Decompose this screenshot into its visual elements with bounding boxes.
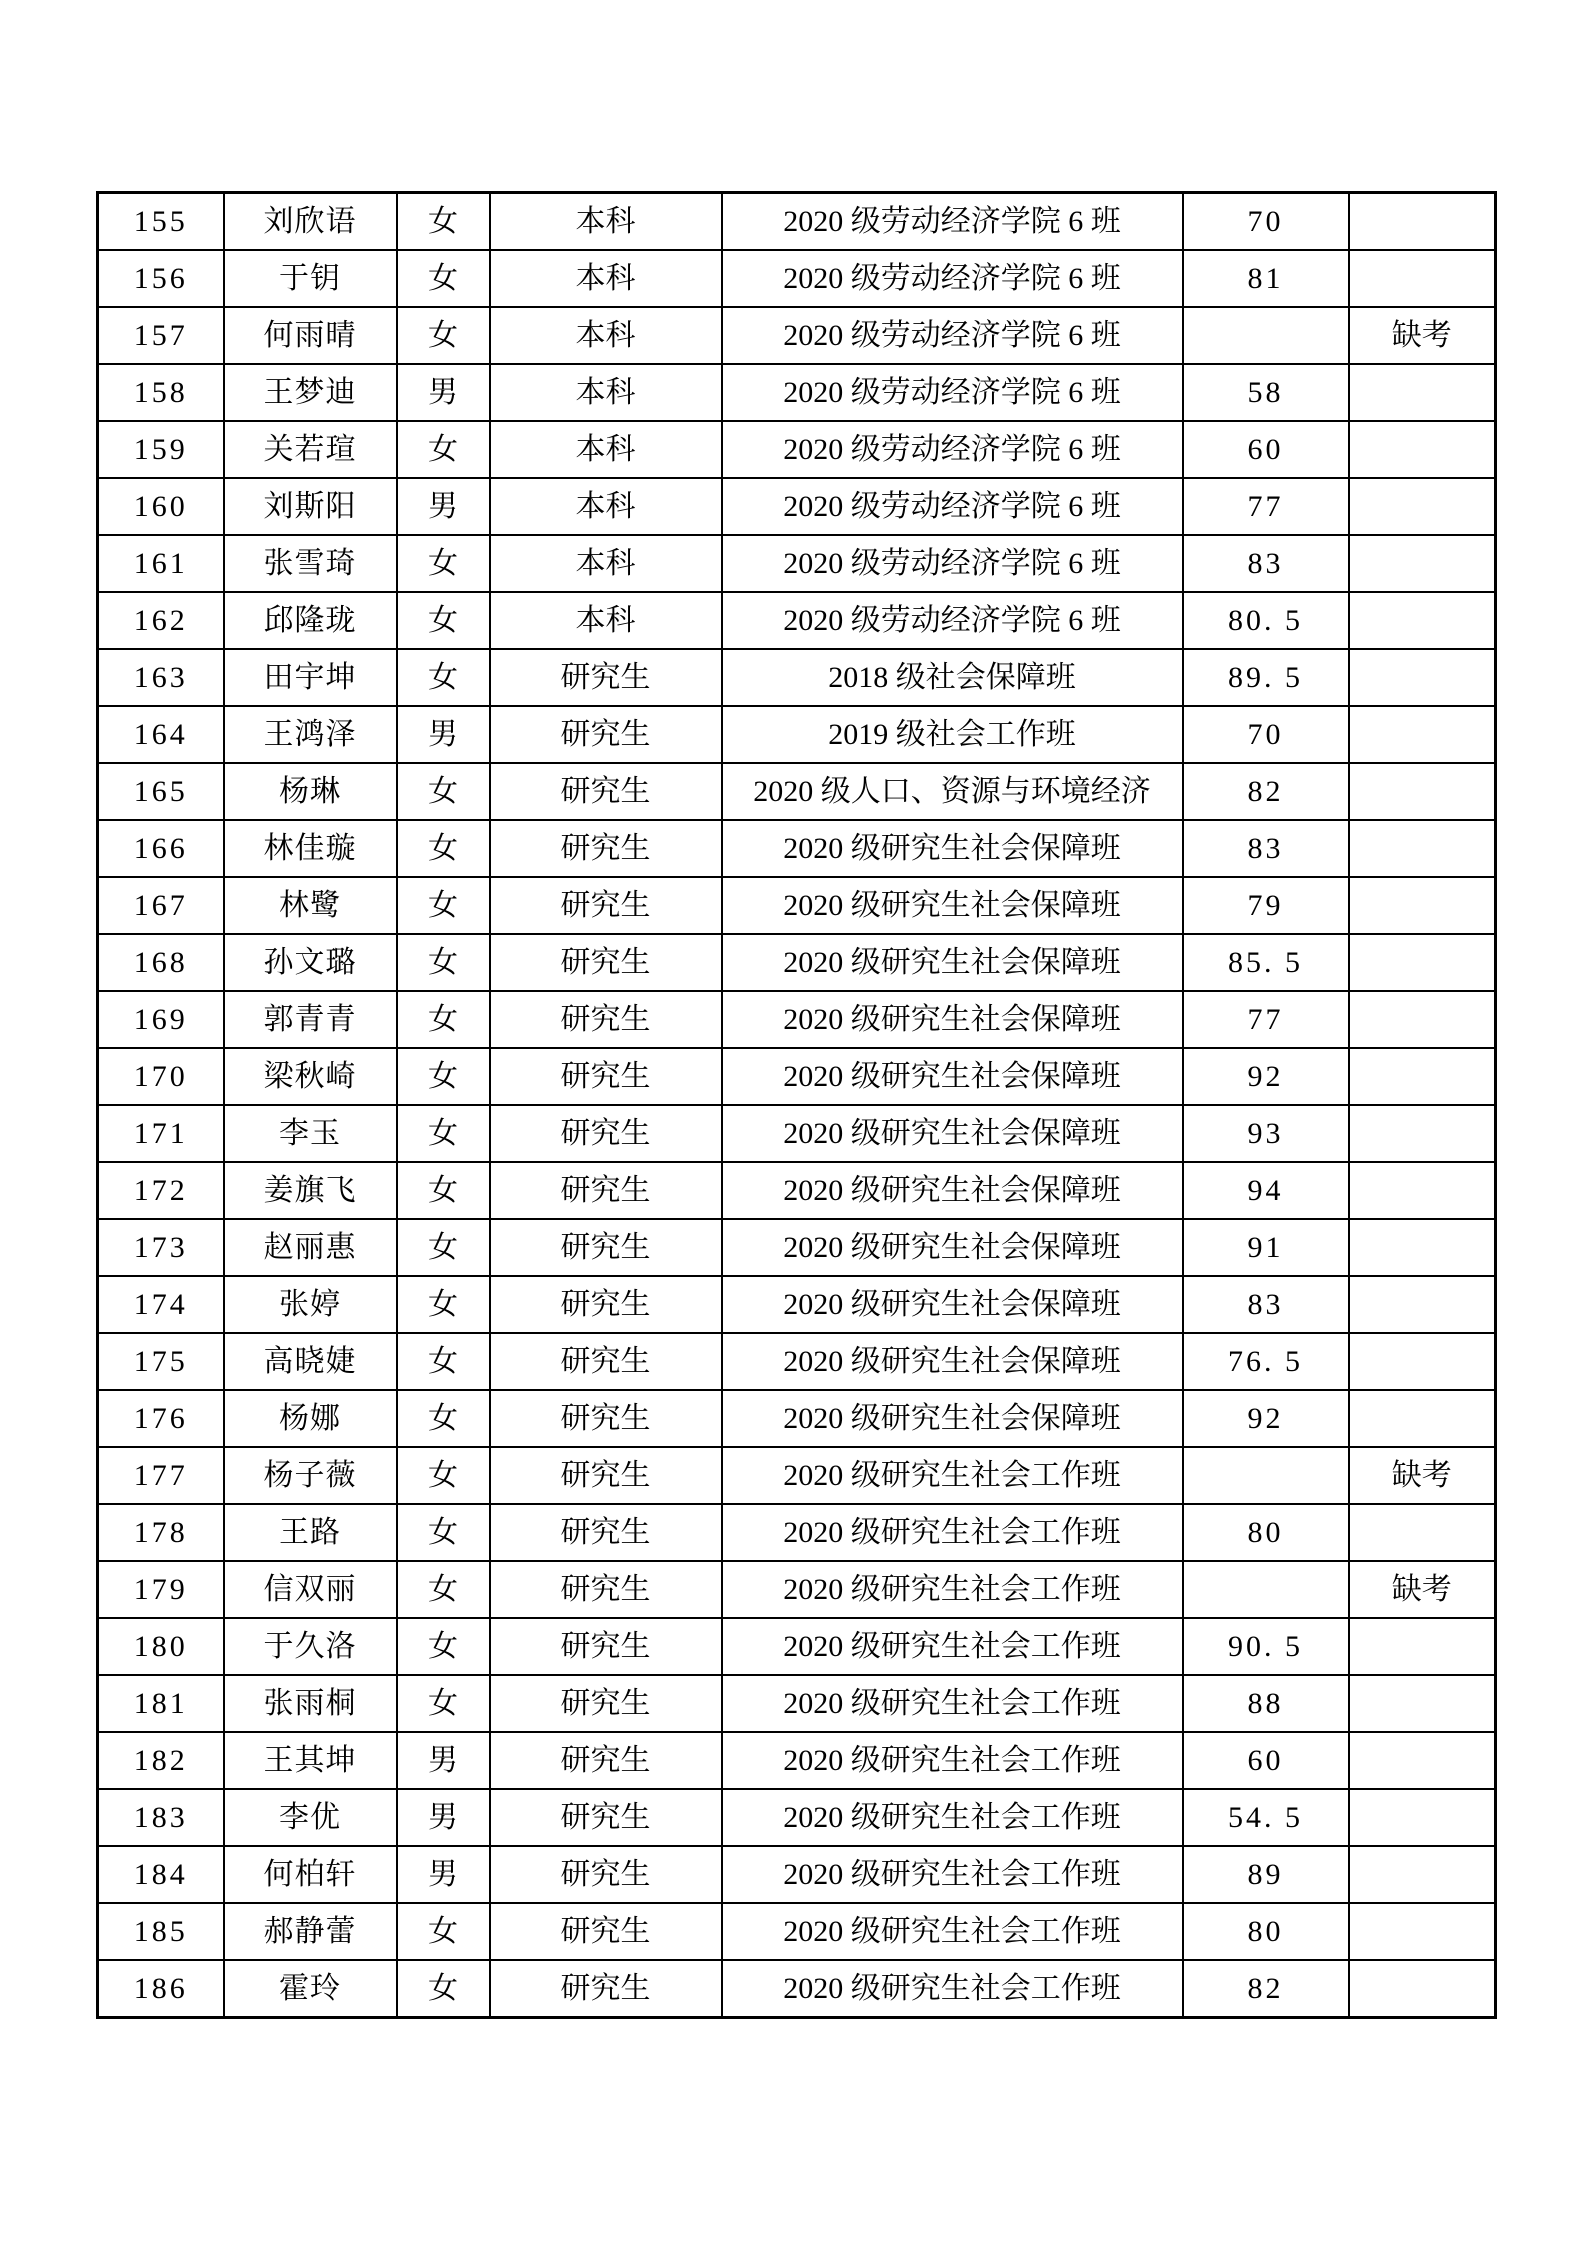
cell-level: 研究生 xyxy=(490,1903,722,1960)
cell-class: 2020 级研究生社会工作班 xyxy=(722,1675,1183,1732)
cell-index: 184 xyxy=(98,1846,224,1903)
cell-level: 研究生 xyxy=(490,763,722,820)
cell-score: 60 xyxy=(1183,1732,1349,1789)
cell-gender: 女 xyxy=(397,763,490,820)
cell-class: 2020 级研究生社会工作班 xyxy=(722,1903,1183,1960)
cell-index: 186 xyxy=(98,1960,224,2018)
cell-level: 本科 xyxy=(490,592,722,649)
cell-name: 林鹭 xyxy=(224,877,397,934)
cell-gender: 女 xyxy=(397,250,490,307)
table-row xyxy=(98,1219,1496,1276)
cell-name: 梁秋崎 xyxy=(224,1048,397,1105)
cell-index: 183 xyxy=(98,1789,224,1846)
cell-gender: 女 xyxy=(397,934,490,991)
cell-name: 张雪琦 xyxy=(224,535,397,592)
cell-class: 2018 级社会保障班 xyxy=(722,649,1183,706)
cell-note: 缺考 xyxy=(1349,307,1496,364)
cell-class: 2020 级研究生社会保障班 xyxy=(722,991,1183,1048)
cell-index: 179 xyxy=(98,1561,224,1618)
cell-level: 本科 xyxy=(490,364,722,421)
cell-note xyxy=(1349,592,1496,649)
cell-gender: 女 xyxy=(397,1105,490,1162)
cell-score: 80 xyxy=(1183,1504,1349,1561)
cell-score: 77 xyxy=(1183,991,1349,1048)
table-row xyxy=(98,1048,1496,1105)
cell-score: 91 xyxy=(1183,1219,1349,1276)
table-row xyxy=(98,535,1496,592)
cell-note xyxy=(1349,1618,1496,1675)
cell-class: 2020 级研究生社会保障班 xyxy=(722,1162,1183,1219)
cell-level: 本科 xyxy=(490,193,722,251)
table-row xyxy=(98,1276,1496,1333)
cell-level: 研究生 xyxy=(490,1390,722,1447)
table-row xyxy=(98,307,1496,364)
cell-index: 182 xyxy=(98,1732,224,1789)
cell-level: 研究生 xyxy=(490,1732,722,1789)
cell-score: 83 xyxy=(1183,820,1349,877)
cell-class: 2020 级研究生社会保障班 xyxy=(722,1276,1183,1333)
cell-index: 161 xyxy=(98,535,224,592)
cell-note xyxy=(1349,820,1496,877)
cell-level: 研究生 xyxy=(490,1618,722,1675)
cell-note xyxy=(1349,478,1496,535)
cell-gender: 男 xyxy=(397,1846,490,1903)
cell-class: 2020 级劳动经济学院 6 班 xyxy=(722,535,1183,592)
cell-index: 160 xyxy=(98,478,224,535)
table-row xyxy=(98,364,1496,421)
cell-score: 89 xyxy=(1183,1846,1349,1903)
cell-gender: 女 xyxy=(397,1219,490,1276)
cell-class: 2020 级研究生社会工作班 xyxy=(722,1504,1183,1561)
table-row xyxy=(98,1732,1496,1789)
cell-score: 94 xyxy=(1183,1162,1349,1219)
cell-name: 姜旗飞 xyxy=(224,1162,397,1219)
cell-note xyxy=(1349,877,1496,934)
cell-level: 研究生 xyxy=(490,820,722,877)
cell-class: 2020 级研究生社会保障班 xyxy=(722,1048,1183,1105)
table-row xyxy=(98,1960,1496,2018)
cell-class: 2019 级社会工作班 xyxy=(722,706,1183,763)
cell-name: 林佳璇 xyxy=(224,820,397,877)
cell-gender: 男 xyxy=(397,706,490,763)
cell-gender: 女 xyxy=(397,1276,490,1333)
table-row xyxy=(98,421,1496,478)
cell-note xyxy=(1349,1333,1496,1390)
cell-note xyxy=(1349,763,1496,820)
cell-score: 81 xyxy=(1183,250,1349,307)
cell-index: 155 xyxy=(98,193,224,251)
cell-name: 刘欣语 xyxy=(224,193,397,251)
cell-note xyxy=(1349,1504,1496,1561)
cell-class: 2020 级研究生社会工作班 xyxy=(722,1618,1183,1675)
cell-level: 研究生 xyxy=(490,1504,722,1561)
cell-class: 2020 级研究生社会保障班 xyxy=(722,877,1183,934)
cell-class: 2020 级劳动经济学院 6 班 xyxy=(722,193,1183,251)
cell-level: 研究生 xyxy=(490,1789,722,1846)
table-row xyxy=(98,649,1496,706)
cell-name: 张雨桐 xyxy=(224,1675,397,1732)
cell-name: 王鸿泽 xyxy=(224,706,397,763)
cell-gender: 女 xyxy=(397,820,490,877)
table-row xyxy=(98,706,1496,763)
cell-index: 171 xyxy=(98,1105,224,1162)
cell-index: 156 xyxy=(98,250,224,307)
cell-note xyxy=(1349,1903,1496,1960)
cell-note xyxy=(1349,1162,1496,1219)
cell-score: 60 xyxy=(1183,421,1349,478)
cell-score: 80 xyxy=(1183,1903,1349,1960)
cell-index: 159 xyxy=(98,421,224,478)
cell-note xyxy=(1349,250,1496,307)
table-row xyxy=(98,820,1496,877)
cell-name: 霍玲 xyxy=(224,1960,397,2018)
cell-class: 2020 级研究生社会保障班 xyxy=(722,1105,1183,1162)
cell-note xyxy=(1349,1960,1496,2018)
cell-index: 167 xyxy=(98,877,224,934)
cell-note xyxy=(1349,1276,1496,1333)
cell-note: 缺考 xyxy=(1349,1447,1496,1504)
cell-gender: 男 xyxy=(397,364,490,421)
cell-level: 研究生 xyxy=(490,1048,722,1105)
cell-gender: 女 xyxy=(397,421,490,478)
cell-name: 于久洛 xyxy=(224,1618,397,1675)
cell-score: 79 xyxy=(1183,877,1349,934)
cell-index: 170 xyxy=(98,1048,224,1105)
cell-gender: 男 xyxy=(397,478,490,535)
cell-note xyxy=(1349,1390,1496,1447)
cell-gender: 女 xyxy=(397,307,490,364)
cell-name: 张婷 xyxy=(224,1276,397,1333)
cell-name: 田宇坤 xyxy=(224,649,397,706)
cell-score: 85. 5 xyxy=(1183,934,1349,991)
cell-class: 2020 级研究生社会保障班 xyxy=(722,1390,1183,1447)
table-row xyxy=(98,877,1496,934)
cell-level: 研究生 xyxy=(490,1561,722,1618)
cell-class: 2020 级劳动经济学院 6 班 xyxy=(722,364,1183,421)
cell-level: 研究生 xyxy=(490,1276,722,1333)
cell-name: 王路 xyxy=(224,1504,397,1561)
cell-gender: 女 xyxy=(397,1390,490,1447)
cell-note xyxy=(1349,1048,1496,1105)
cell-note xyxy=(1349,991,1496,1048)
cell-name: 杨娜 xyxy=(224,1390,397,1447)
cell-name: 王其坤 xyxy=(224,1732,397,1789)
cell-note xyxy=(1349,1789,1496,1846)
cell-score: 93 xyxy=(1183,1105,1349,1162)
cell-gender: 女 xyxy=(397,193,490,251)
cell-level: 研究生 xyxy=(490,706,722,763)
cell-gender: 女 xyxy=(397,1903,490,1960)
cell-name: 高晓婕 xyxy=(224,1333,397,1390)
cell-score: 88 xyxy=(1183,1675,1349,1732)
cell-score: 83 xyxy=(1183,1276,1349,1333)
cell-name: 郭青青 xyxy=(224,991,397,1048)
cell-gender: 女 xyxy=(397,1675,490,1732)
cell-level: 研究生 xyxy=(490,1846,722,1903)
cell-score: 77 xyxy=(1183,478,1349,535)
cell-note xyxy=(1349,1105,1496,1162)
cell-note xyxy=(1349,1732,1496,1789)
table-row xyxy=(98,1162,1496,1219)
cell-level: 研究生 xyxy=(490,1333,722,1390)
cell-note xyxy=(1349,193,1496,251)
cell-score: 80. 5 xyxy=(1183,592,1349,649)
cell-index: 178 xyxy=(98,1504,224,1561)
cell-index: 163 xyxy=(98,649,224,706)
table-row xyxy=(98,1618,1496,1675)
table-row xyxy=(98,1390,1496,1447)
cell-class: 2020 级研究生社会工作班 xyxy=(722,1447,1183,1504)
cell-gender: 女 xyxy=(397,1162,490,1219)
table-row xyxy=(98,478,1496,535)
cell-gender: 女 xyxy=(397,592,490,649)
cell-level: 研究生 xyxy=(490,1447,722,1504)
student-grade-table xyxy=(96,191,1497,2019)
cell-score: 70 xyxy=(1183,193,1349,251)
cell-name: 何柏轩 xyxy=(224,1846,397,1903)
cell-class: 2020 级研究生社会保障班 xyxy=(722,820,1183,877)
cell-index: 169 xyxy=(98,991,224,1048)
table-row xyxy=(98,193,1496,251)
cell-index: 166 xyxy=(98,820,224,877)
cell-level: 本科 xyxy=(490,535,722,592)
cell-score: 54. 5 xyxy=(1183,1789,1349,1846)
cell-index: 174 xyxy=(98,1276,224,1333)
cell-note: 缺考 xyxy=(1349,1561,1496,1618)
table-row xyxy=(98,934,1496,991)
cell-class: 2020 级研究生社会保障班 xyxy=(722,1333,1183,1390)
table-row xyxy=(98,1903,1496,1960)
cell-gender: 女 xyxy=(397,1504,490,1561)
cell-index: 185 xyxy=(98,1903,224,1960)
cell-class: 2020 级研究生社会工作班 xyxy=(722,1960,1183,2018)
cell-class: 2020 级研究生社会工作班 xyxy=(722,1732,1183,1789)
cell-name: 杨子薇 xyxy=(224,1447,397,1504)
cell-level: 研究生 xyxy=(490,991,722,1048)
cell-note xyxy=(1349,649,1496,706)
cell-name: 王梦迪 xyxy=(224,364,397,421)
cell-gender: 女 xyxy=(397,649,490,706)
cell-score: 89. 5 xyxy=(1183,649,1349,706)
cell-score: 82 xyxy=(1183,1960,1349,2018)
cell-name: 杨琳 xyxy=(224,763,397,820)
cell-name: 邱隆珑 xyxy=(224,592,397,649)
table-row xyxy=(98,1105,1496,1162)
cell-index: 172 xyxy=(98,1162,224,1219)
cell-score xyxy=(1183,307,1349,364)
cell-name: 于钥 xyxy=(224,250,397,307)
cell-note xyxy=(1349,934,1496,991)
cell-class: 2020 级研究生社会保障班 xyxy=(722,1219,1183,1276)
cell-note xyxy=(1349,421,1496,478)
cell-level: 研究生 xyxy=(490,877,722,934)
cell-score: 82 xyxy=(1183,763,1349,820)
cell-score: 92 xyxy=(1183,1390,1349,1447)
cell-name: 李玉 xyxy=(224,1105,397,1162)
cell-level: 本科 xyxy=(490,421,722,478)
table-row xyxy=(98,250,1496,307)
cell-class: 2020 级劳动经济学院 6 班 xyxy=(722,421,1183,478)
table-row xyxy=(98,1846,1496,1903)
cell-score: 76. 5 xyxy=(1183,1333,1349,1390)
cell-score xyxy=(1183,1561,1349,1618)
cell-level: 研究生 xyxy=(490,934,722,991)
table-row xyxy=(98,592,1496,649)
cell-name: 信双丽 xyxy=(224,1561,397,1618)
cell-class: 2020 级研究生社会保障班 xyxy=(722,934,1183,991)
cell-name: 郝静蕾 xyxy=(224,1903,397,1960)
cell-class: 2020 级研究生社会工作班 xyxy=(722,1789,1183,1846)
cell-index: 175 xyxy=(98,1333,224,1390)
table-row xyxy=(98,763,1496,820)
cell-index: 180 xyxy=(98,1618,224,1675)
cell-name: 赵丽惠 xyxy=(224,1219,397,1276)
cell-index: 165 xyxy=(98,763,224,820)
cell-score: 83 xyxy=(1183,535,1349,592)
cell-level: 研究生 xyxy=(490,649,722,706)
cell-index: 164 xyxy=(98,706,224,763)
cell-gender: 女 xyxy=(397,1447,490,1504)
cell-gender: 女 xyxy=(397,1048,490,1105)
cell-gender: 女 xyxy=(397,1960,490,2018)
cell-note xyxy=(1349,706,1496,763)
table-row xyxy=(98,1504,1496,1561)
cell-class: 2020 级劳动经济学院 6 班 xyxy=(722,478,1183,535)
cell-class: 2020 级劳动经济学院 6 班 xyxy=(722,250,1183,307)
cell-class: 2020 级劳动经济学院 6 班 xyxy=(722,307,1183,364)
cell-name: 何雨晴 xyxy=(224,307,397,364)
cell-index: 176 xyxy=(98,1390,224,1447)
cell-gender: 女 xyxy=(397,877,490,934)
cell-index: 162 xyxy=(98,592,224,649)
cell-note xyxy=(1349,1219,1496,1276)
table-body xyxy=(98,193,1496,2018)
cell-level: 研究生 xyxy=(490,1960,722,2018)
cell-gender: 女 xyxy=(397,1618,490,1675)
cell-note xyxy=(1349,1675,1496,1732)
table-row xyxy=(98,991,1496,1048)
cell-name: 孙文璐 xyxy=(224,934,397,991)
cell-level: 本科 xyxy=(490,250,722,307)
table-row xyxy=(98,1789,1496,1846)
cell-index: 157 xyxy=(98,307,224,364)
cell-gender: 男 xyxy=(397,1732,490,1789)
cell-name: 关若瑄 xyxy=(224,421,397,478)
cell-gender: 女 xyxy=(397,1561,490,1618)
cell-class: 2020 级研究生社会工作班 xyxy=(722,1561,1183,1618)
cell-index: 181 xyxy=(98,1675,224,1732)
cell-level: 研究生 xyxy=(490,1105,722,1162)
cell-class: 2020 级劳动经济学院 6 班 xyxy=(722,592,1183,649)
cell-class: 2020 级人口、资源与环境经济 xyxy=(722,763,1183,820)
cell-level: 本科 xyxy=(490,478,722,535)
cell-index: 177 xyxy=(98,1447,224,1504)
cell-note xyxy=(1349,364,1496,421)
cell-score: 90. 5 xyxy=(1183,1618,1349,1675)
cell-level: 本科 xyxy=(490,307,722,364)
cell-score: 92 xyxy=(1183,1048,1349,1105)
table-row xyxy=(98,1447,1496,1504)
cell-gender: 女 xyxy=(397,535,490,592)
cell-gender: 男 xyxy=(397,1789,490,1846)
cell-index: 158 xyxy=(98,364,224,421)
table-row xyxy=(98,1561,1496,1618)
cell-index: 173 xyxy=(98,1219,224,1276)
cell-gender: 女 xyxy=(397,991,490,1048)
cell-score: 70 xyxy=(1183,706,1349,763)
cell-score xyxy=(1183,1447,1349,1504)
cell-level: 研究生 xyxy=(490,1219,722,1276)
cell-class: 2020 级研究生社会工作班 xyxy=(722,1846,1183,1903)
cell-note xyxy=(1349,1846,1496,1903)
cell-note xyxy=(1349,535,1496,592)
cell-name: 李优 xyxy=(224,1789,397,1846)
table-row xyxy=(98,1675,1496,1732)
table-row xyxy=(98,1333,1496,1390)
cell-gender: 女 xyxy=(397,1333,490,1390)
cell-level: 研究生 xyxy=(490,1675,722,1732)
cell-index: 168 xyxy=(98,934,224,991)
cell-name: 刘斯阳 xyxy=(224,478,397,535)
cell-level: 研究生 xyxy=(490,1162,722,1219)
cell-score: 58 xyxy=(1183,364,1349,421)
